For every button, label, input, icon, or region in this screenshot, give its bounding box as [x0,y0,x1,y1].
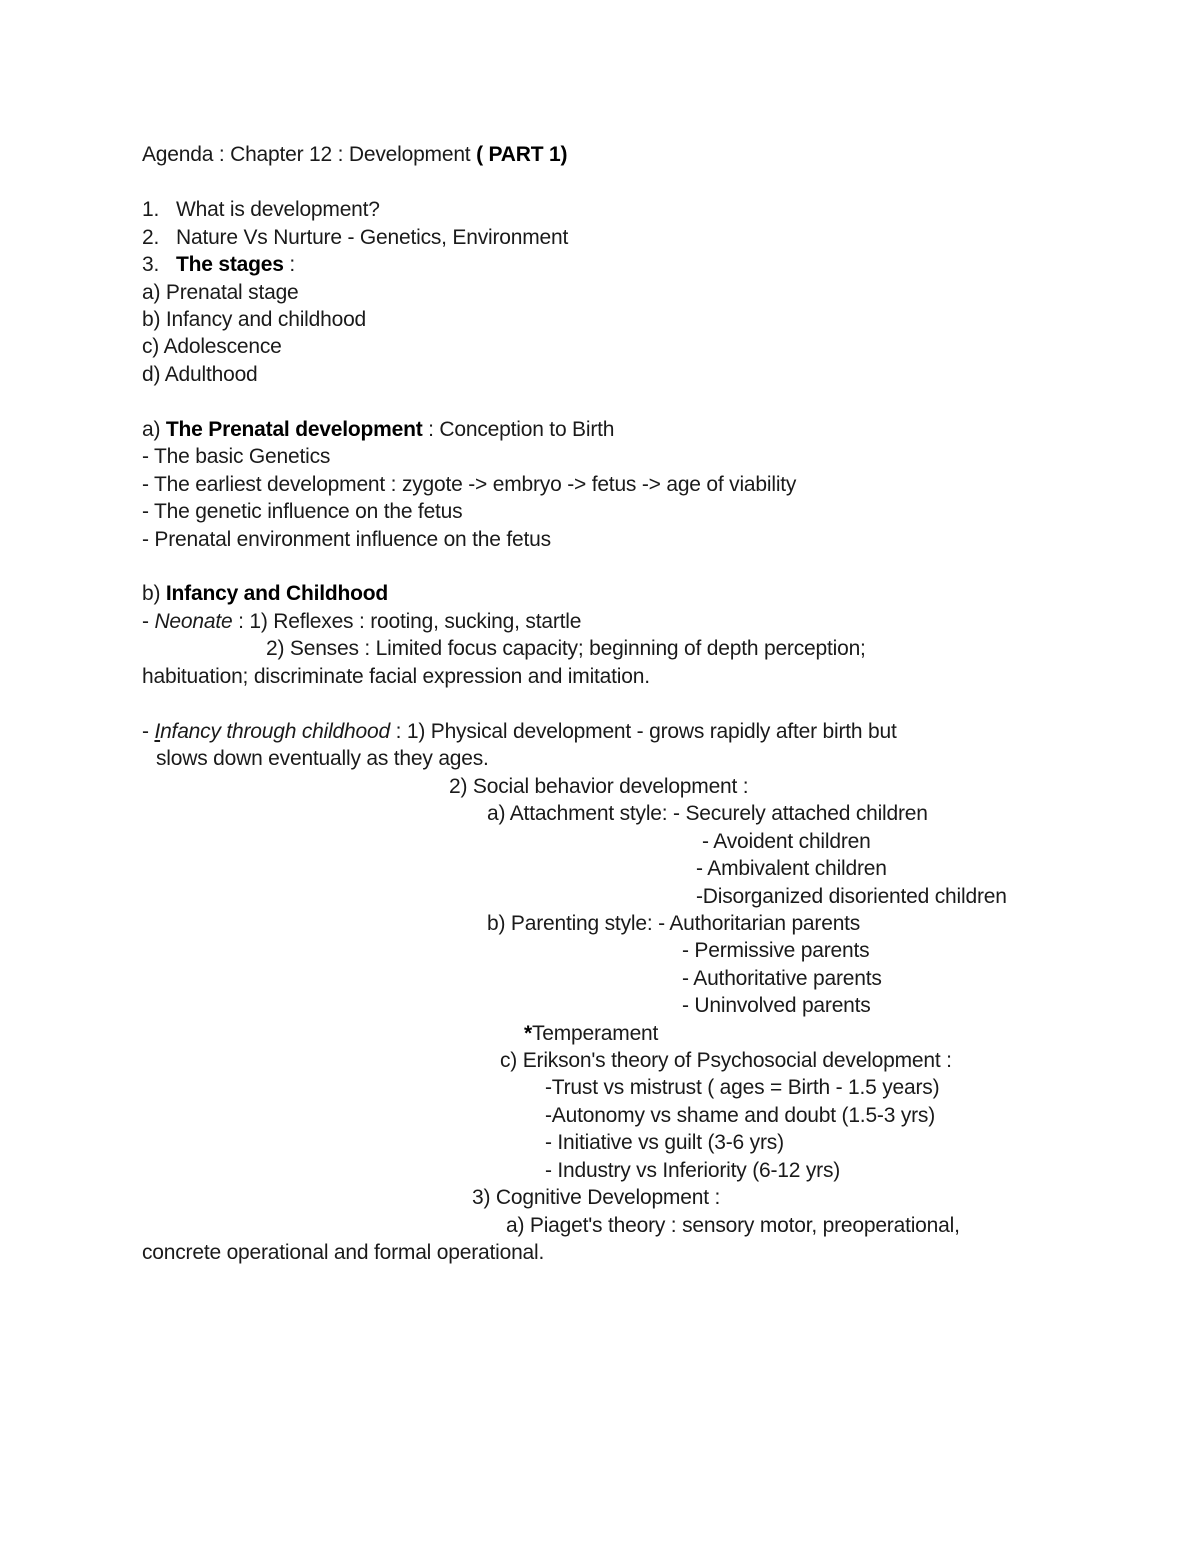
neonate-senses-cont: habituation; discriminate facial expression and imitation. [142,665,650,688]
neonate-label: Neonate [154,610,233,633]
agenda-item-2: 2. Nature Vs Nurture - Genetics, Environment [142,226,569,249]
erikson-stage: - Industry vs Inferiority (6-12 yrs) [545,1159,841,1182]
prenatal-point: - The basic Genetics [142,445,331,468]
neonate-line: - Neonate : 1) Reflexes : rooting, sucking, startle [142,610,582,633]
attachment-item: - Avoident children [702,830,871,853]
attachment-style-label: a) Attachment style: - Securely attached children [487,802,928,825]
prenatal-heading: a) The Prenatal development : Conception to Birth [142,418,615,441]
neonate-senses: 2) Senses : Limited focus capacity; beginning of depth perception; [266,637,866,660]
parenting-style-label: b) Parenting style: - Authoritarian parents [487,912,861,935]
parenting-item: - Authoritative parents [682,967,882,990]
prenatal-point: - The genetic influence on the fetus [142,500,463,523]
attachment-item: -Disorganized disoriented children [696,885,1007,908]
cognitive-heading: 3) Cognitive Development : [472,1186,721,1209]
erikson-stage: - Initiative vs guilt (3-6 yrs) [545,1131,784,1154]
piaget-theory-cont: concrete operational and formal operational. [142,1241,545,1264]
parenting-item: - Permissive parents [682,939,870,962]
prenatal-point: - Prenatal environment influence on the fetus [142,528,551,551]
stage-item: c) Adolescence [142,335,282,358]
agenda-item-3: 3. The stages : [142,253,295,276]
title-part: ( PART 1) [476,143,568,166]
erikson-stage: -Autonomy vs shame and doubt (1.5-3 yrs) [545,1104,936,1127]
document-title: Agenda : Chapter 12 : Development ( PART 1) [142,143,568,166]
parenting-item: - Uninvolved parents [682,994,871,1017]
agenda-item-1: 1. What is development? [142,198,380,221]
stage-item: d) Adulthood [142,363,258,386]
piaget-theory: a) Piaget's theory : sensory motor, preoperational, [506,1214,960,1237]
attachment-item: - Ambivalent children [696,857,887,880]
erikson-stage: -Trust vs mistrust ( ages = Birth - 1.5 years) [545,1076,940,1099]
stage-item: a) Prenatal stage [142,281,299,304]
prenatal-point: - The earliest development : zygote -> embryo -> fetus -> age of viability [142,473,797,496]
erikson-heading: c) Erikson's theory of Psychosocial development : [500,1049,952,1072]
social-behavior-heading: 2) Social behavior development : [449,775,749,798]
stage-item: b) Infancy and childhood [142,308,367,331]
infancy-through-childhood-label: Infancy through childhood [154,720,390,743]
infancy-heading: b) Infancy and Childhood [142,582,389,605]
physical-development-cont: slows down eventually as they ages. [156,747,489,770]
temperament-note: *Temperament [524,1022,659,1045]
infancy-through-childhood-line: - Infancy through childhood : 1) Physical development - grows rapidly after birth but [142,720,897,743]
